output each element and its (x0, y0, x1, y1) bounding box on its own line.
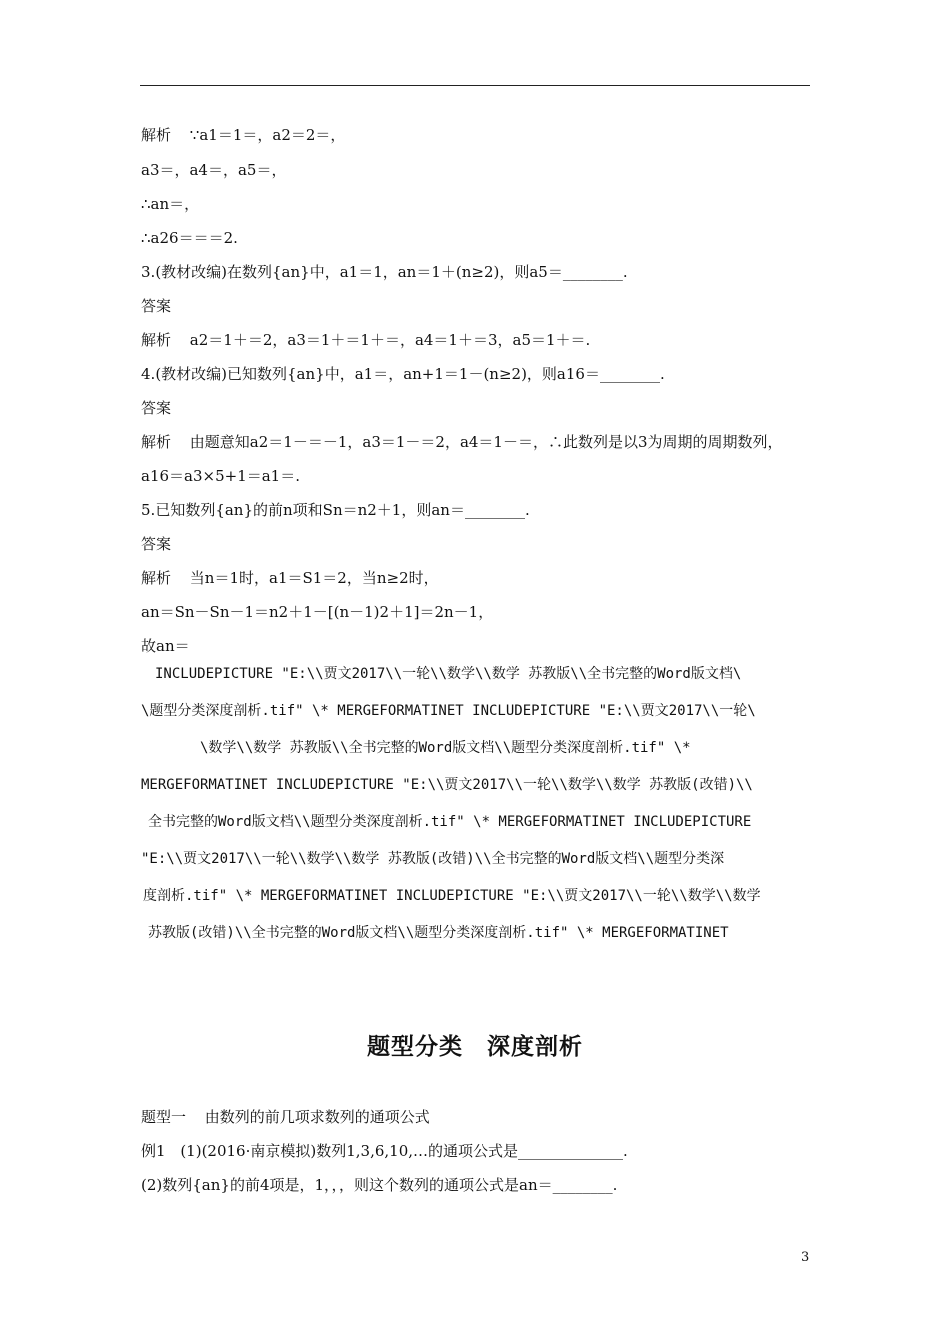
field-code-line: MERGEFORMATINET INCLUDEPICTURE "E:\\贾文2017\\一轮\\数学\\数学 苏教版(改错)\\ (141, 777, 753, 793)
question-text: (教材改编)已知数列{an}中，a1＝，an+1＝1－(n≥2)，则a16＝________. (155, 365, 665, 383)
question-5 (141, 500, 530, 520)
field-code-line: INCLUDEPICTURE "E:\\贾文2017\\一轮\\数学\\数学 苏教版\\全书完整的Word版文档\ (155, 666, 742, 682)
solution-line (141, 568, 439, 588)
math-line: an＝Sn－Sn－1＝n2＋1－[(n－1)2＋1]＝2n－1， (141, 603, 494, 621)
question-text: (教材改编)在数列{an}中，a1＝1，an＝1＋(n≥2)，则a5＝________. (155, 263, 628, 281)
example-label: 例1 (141, 1142, 166, 1160)
solution-line (141, 125, 345, 145)
example-1 (141, 1141, 628, 1161)
answer-label: 答案 (141, 399, 172, 417)
solution-text: a2＝1＋＝2，a3＝1＋＝1＋＝，a4＝1＋＝3，a5＝1＋＝. (189, 331, 591, 349)
math-line: a16＝a3×5+1＝a1＝. (141, 467, 300, 485)
answer-label: 答案 (141, 535, 172, 553)
solution-line (141, 330, 590, 350)
math-line: ∴an＝， (141, 195, 200, 213)
solution-label: 解析 (141, 331, 172, 349)
question-text: 已知数列{an}的前n项和Sn＝n2＋1，则an＝________. (155, 501, 530, 519)
solution-label: 解析 (141, 569, 172, 587)
example-text: (1)(2016·南京模拟)数列1,3,6,10,…的通项公式是______________. (180, 1142, 628, 1160)
question-4 (141, 364, 665, 384)
math-line: ∴a26＝＝＝2. (141, 229, 238, 247)
solution-text: ∵a1＝1＝，a2＝2＝， (189, 126, 346, 144)
type-text: 由数列的前几项求数列的通项公式 (204, 1108, 430, 1126)
solution-line (141, 432, 783, 452)
question-type-heading (141, 1107, 430, 1127)
question-number: 4. (141, 365, 156, 383)
question-number: 3. (141, 263, 156, 281)
math-line: a3＝，a4＝，a5＝， (141, 161, 287, 179)
page-number: 3 (801, 1250, 810, 1265)
math-line: 故an＝ (141, 637, 190, 655)
answer-label: 答案 (141, 297, 172, 315)
question-3 (141, 262, 628, 282)
example-1-part-2: (2)数列{an}的前4项是，1，，，则这个数列的通项公式是an＝________. (141, 1176, 618, 1194)
field-code-line: 度剖析.tif" \* MERGEFORMATINET INCLUDEPICTURE "E:\\贾文2017\\一轮\\数学\\数学 (143, 888, 761, 904)
field-code-line: "E:\\贾文2017\\一轮\\数学\\数学 苏教版(改错)\\全书完整的Word版文档\\题型分类深 (141, 851, 725, 867)
solution-label: 解析 (141, 433, 172, 451)
solution-label: 解析 (141, 126, 172, 144)
section-title: 题型分类 深度剖析 (367, 1034, 583, 1060)
field-code-line: 苏教版(改错)\\全书完整的Word版文档\\题型分类深度剖析.tif" \* MERGEFORMATINET (148, 925, 729, 941)
header-rule (140, 85, 810, 86)
field-code-line: \数学\\数学 苏教版\\全书完整的Word版文档\\题型分类深度剖析.tif" \* (200, 740, 691, 756)
solution-text: 由题意知a2＝1－＝－1，a3＝1－＝2，a4＝1－＝，∴此数列是以3为周期的周期数列， (189, 433, 783, 451)
type-label: 题型一 (141, 1108, 187, 1126)
field-code-line: \题型分类深度剖析.tif" \* MERGEFORMATINET INCLUDEPICTURE "E:\\贾文2017\\一轮\ (141, 703, 756, 719)
field-code-line: 全书完整的Word版文档\\题型分类深度剖析.tif" \* MERGEFORMATINET INCLUDEPICTURE (148, 814, 752, 830)
question-number: 5. (141, 501, 156, 519)
solution-text: 当n＝1时，a1＝S1＝2，当n≥2时， (189, 569, 439, 587)
